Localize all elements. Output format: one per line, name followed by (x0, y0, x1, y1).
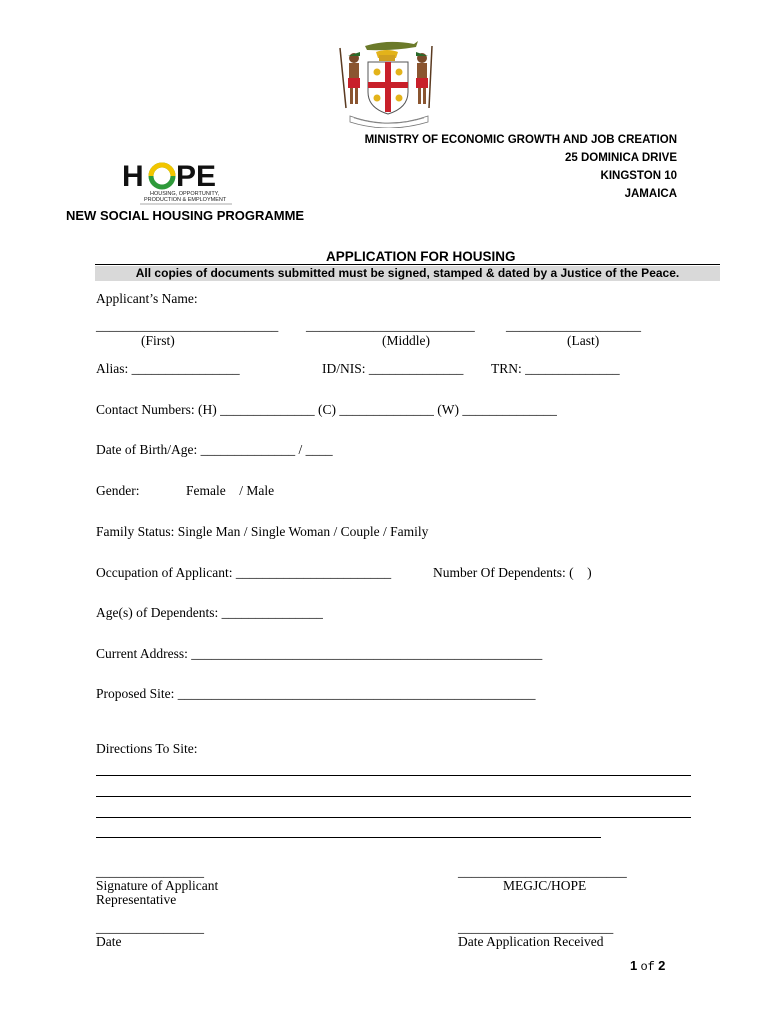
svg-text:H: H (122, 160, 144, 193)
svg-text:HOUSING, OPPORTUNITY,: HOUSING, OPPORTUNITY, (150, 191, 220, 197)
dependents-ages-field[interactable]: Age(s) of Dependents: _______________ (96, 605, 323, 620)
contact-numbers-field[interactable]: Contact Numbers: (H) ______________ (C) ______________ (W) ______________ (96, 402, 557, 417)
name-last-caption: (Last) (567, 333, 600, 348)
date-received-label: Date Application Received (458, 934, 604, 949)
dob-age-field[interactable]: Date of Birth/Age: ______________ / ____ (96, 442, 333, 457)
megjc-signature-line[interactable]: _________________________ (458, 864, 627, 879)
form-title: APPLICATION FOR HOUSING (326, 249, 516, 264)
occupation-field[interactable]: Occupation of Applicant: _______________________ (96, 565, 392, 580)
gender-label: Gender: (96, 483, 140, 498)
street-address: 25 DOMINICA DRIVE (564, 152, 677, 164)
date-received-line[interactable]: _______________________ (458, 920, 614, 935)
programme-title: NEW SOCIAL HOUSING PROGRAMME (66, 208, 305, 223)
directions-label: Directions To Site: (96, 741, 198, 756)
country: JAMAICA (624, 188, 677, 200)
name-first-field[interactable]: ___________________________ (96, 318, 279, 333)
ministry-name: MINISTRY OF ECONOMIC GROWTH AND JOB CREATION (364, 134, 677, 146)
hope-logo (120, 158, 252, 208)
page-of: of (640, 960, 655, 974)
name-middle-caption: (Middle) (382, 333, 430, 348)
date-label: Date (96, 934, 122, 949)
notice-banner: All copies of documents submitted must be signed, stamped & dated by a Justice of the Peace. (95, 266, 720, 281)
directions-line[interactable] (96, 796, 691, 797)
signature-applicant-line[interactable]: ________________ (96, 864, 204, 879)
page-number (630, 958, 665, 974)
city: KINGSTON 10 (600, 170, 677, 182)
date-line[interactable]: ________________ (96, 920, 204, 935)
id-nis-field[interactable]: ID/NIS: ______________ (322, 361, 464, 376)
representative-label: Representative (96, 892, 177, 907)
directions-line[interactable] (96, 817, 691, 818)
applicant-name-label: Applicant’s Name: (96, 291, 198, 306)
name-first-caption: (First) (141, 333, 175, 348)
title-rule (95, 264, 720, 265)
svg-text:PRODUCTION & EMPLOYMENT: PRODUCTION & EMPLOYMENT (144, 197, 227, 203)
trn-field[interactable]: TRN: ______________ (491, 361, 620, 376)
family-status-field[interactable]: Family Status: Single Man / Single Woman / Couple / Family (96, 524, 429, 539)
svg-text:PE: PE (176, 160, 217, 193)
name-middle-field[interactable]: _________________________ (306, 318, 475, 333)
proposed-site-field[interactable]: Proposed Site: _____________________________________________________ (96, 686, 536, 701)
coat-of-arms (332, 38, 442, 128)
page-total: 2 (658, 958, 666, 973)
directions-line[interactable] (96, 837, 601, 838)
name-last-field[interactable]: ____________________ (506, 318, 641, 333)
gender-options[interactable]: Female / Male (186, 483, 275, 498)
page-current: 1 (630, 958, 638, 973)
directions-line[interactable] (96, 775, 691, 776)
megjc-label: MEGJC/HOPE (503, 878, 587, 893)
signature-applicant-label: Signature of Applicant (96, 878, 219, 893)
current-address-field[interactable]: Current Address: ____________________________________________________ (96, 646, 543, 661)
dependents-count-field[interactable]: Number Of Dependents: ( ) (433, 565, 592, 580)
alias-field[interactable]: Alias: ________________ (96, 361, 240, 376)
